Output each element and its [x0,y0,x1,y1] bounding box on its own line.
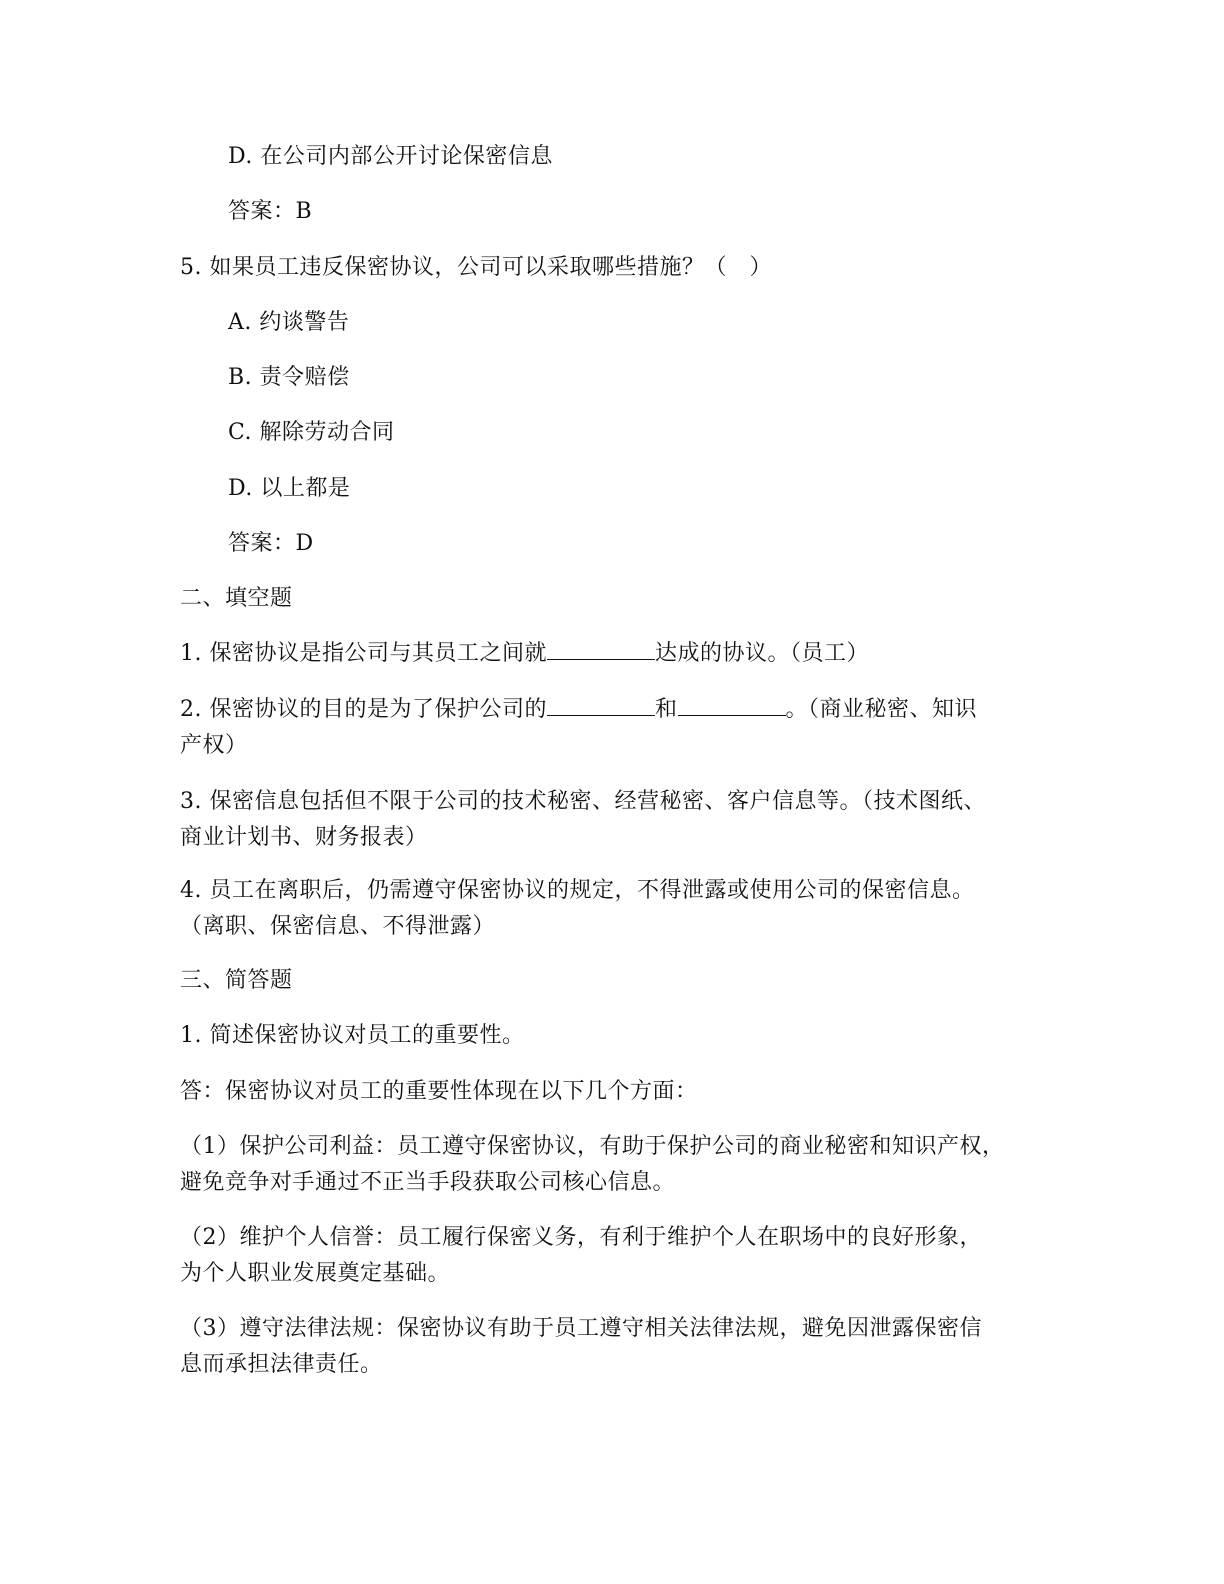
fill-blank-q4-line2: （离职、保密信息、不得泄露） [180,914,496,939]
q4-answer: 答案：B [228,199,313,224]
blank-line [678,695,786,716]
q4-option-d: D. 在公司内部公开讨论保密信息 [228,144,553,169]
section3-title: 三、简答题 [180,968,293,993]
short-answer-q1: 1. 简述保密协议对员工的重要性。 [180,1023,525,1048]
point1-line2: 避免竞争对手通过不正当手段获取公司核心信息。 [180,1170,676,1195]
blank-line [547,695,655,716]
fill-blank-q4-line1: 4. 员工在离职后，仍需遵守保密协议的规定，不得泄露或使用公司的保密信息。 [180,878,975,903]
q5-option-a: A. 约谈警告 [228,310,350,335]
fill-blank-q2-line2: 产权） [180,733,248,758]
point3-line2: 息而承担法律责任。 [180,1352,383,1377]
fill-blank-q3-line1: 3. 保密信息包括但不限于公司的技术秘密、经营秘密、客户信息等。（技术图纸、 [180,789,986,814]
blank-line [547,639,655,660]
fill-blank-q2-after: 。（商业秘密、知识 [785,697,978,722]
fill-blank-q1-before: 1. 保密协议是指公司与其员工之间就 [180,641,547,666]
section2-title: 二、填空题 [180,586,293,611]
q5-option-c: C. 解除劳动合同 [228,420,395,445]
point2-line1: （2）维护个人信誉：员工履行保密义务，有利于维护个人在职场中的良好形象， [180,1225,982,1250]
q5-option-b: B. 责令赔偿 [228,365,350,390]
fill-blank-q2-before: 2. 保密协议的目的是为了保护公司的 [180,697,547,722]
fill-blank-q1 [180,635,1060,672]
fill-blank-q2 [180,691,1060,728]
short-answer-intro: 答：保密协议对员工的重要性体现在以下几个方面： [180,1079,698,1104]
fill-blank-q3-line2: 商业计划书、财务报表） [180,825,428,850]
point3-line1: （3）遵守法律法规：保密协议有助于员工遵守相关法律法规，避免因泄露保密信 [180,1316,982,1341]
point2-line2: 为个人职业发展奠定基础。 [180,1261,451,1286]
q5-question: 5. 如果员工违反保密协议，公司可以采取哪些措施？（ ） [180,255,772,280]
q5-option-d: D. 以上都是 [228,476,351,501]
fill-blank-q2-middle: 和 [655,697,678,722]
fill-blank-q1-after: 达成的协议。（员工） [655,641,870,666]
q5-answer: 答案：D [228,531,314,556]
point1-line1: （1）保护公司利益：员工遵守保密协议，有助于保护公司的商业秘密和知识产权， [180,1134,1005,1159]
